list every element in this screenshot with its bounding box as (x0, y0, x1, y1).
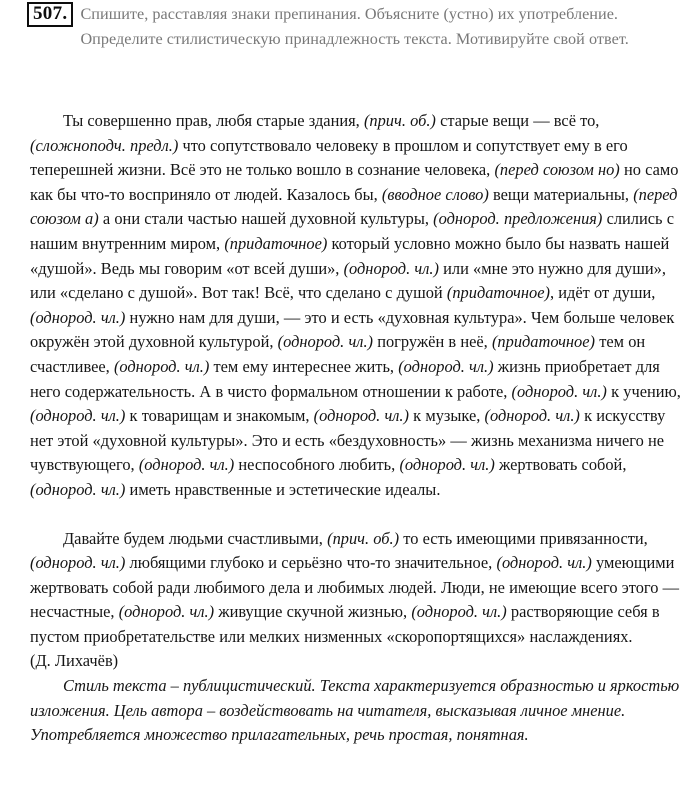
grammar-gloss: (однород. чл.) (496, 553, 592, 573)
grammar-gloss: (перед союзом а) (30, 184, 678, 229)
grammar-gloss: (однород. чл.) (30, 553, 126, 573)
grammar-gloss: (однород. чл.) (138, 455, 235, 475)
grammar-gloss: (вводное слово) (381, 184, 489, 204)
grammar-gloss: (однород. чл.) (30, 307, 126, 327)
grammar-gloss: (придаточное) (446, 283, 550, 303)
grammar-gloss: (однород. предложения) (433, 209, 603, 229)
paragraph-1: Ты совершенно прав, любя старые здания, (прич. об.) старые вещи — всё то, (сложноподч. предл.) что сопутствовало человеку в прошлом и сопутствует ему в его теперешней жизни. Всё это не только вошло в сознание человека, (перед союзом но) но само как бы что-то восприняло от людей. Казалось бы, (вводное слово) вещи материальны, (перед союзом а) а они стали частью нашей духовной культуры, (однород. предложения) слились с нашим внутренним миром, (придаточное) который условно можно было бы назвать нашей «душой». Ведь мы говорим «от всей души», (однород. чл.) или «мне это нужно для души», или «сделано с душой». Вот так! Всё, что сделано с душой (придаточное), идёт от души, (однород. чл.) нужно нам для души, — это и есть «духовная культура». Чем больше человек окружён этой духовной культурой, (однород. чл.) погружён в неё, (придаточное) тем он счастливее, (однород. чл.) тем ему интереснее жить, (однород. чл.) жизнь приобретает для него содержательность. А в чисто формальном отношении к работе, (однород. чл.) к учению, (однород. чл.) к товарищам и знакомым, (однород. чл.) к музыке, (однород. чл.) к искусству нет этой «духовной культуры». Это и есть «бездуховность» — жизнь механизма ничего не чувствующего, (однород. чл.) неспособного любить, (однород. чл.) жертвовать собой, (однород. чл.) иметь нравственные и эстетические идеалы. (30, 111, 681, 499)
grammar-gloss: (перед союзом но) (494, 160, 620, 180)
exercise-number-box: 507. (27, 2, 73, 27)
exercise-body (30, 63, 681, 748)
grammar-gloss: (однород. чл.) (484, 406, 580, 426)
grammar-gloss: (однород. чл.) (398, 356, 494, 376)
grammar-gloss: (сложноподч. предл.) (30, 135, 179, 155)
grammar-gloss: (однород. чл.) (511, 381, 607, 401)
grammar-gloss: (придаточное) (224, 233, 328, 253)
grammar-gloss: (однород. чл.) (343, 258, 439, 278)
grammar-gloss: (прич. об.) (363, 111, 436, 130)
grammar-gloss: (однород. чл.) (313, 406, 409, 426)
task-instruction: Спишите, расставляя знаки препинания. Объясните (устно) их употребление. Определите стилистическую принадлежность текста. Мотивируйте свой ответ. (80, 5, 629, 48)
grammar-gloss: (прич. об.) (327, 528, 400, 548)
grammar-gloss: (однород. чл.) (113, 356, 210, 376)
source-attribution: (Д. Лихачёв) (30, 651, 119, 671)
style-analysis: Стиль текста – публицистический. Текста характеризуется образностью и яркостью изложения. Цель автора – воздействовать на читателя, высказывая личное мнение. Употребляется множество прилагательных, речь простая, понятная. (30, 676, 680, 745)
grammar-gloss: (однород. чл.) (30, 406, 126, 426)
grammar-gloss: (однород. чл.) (399, 455, 495, 475)
grammar-gloss: (придаточное) (491, 332, 595, 352)
grammar-gloss: (однород. чл.) (411, 602, 507, 622)
paragraph-2: Давайте будем людьми счастливыми, (прич. об.) то есть имеющими привязанности, (однород. чл.) любящими глубоко и серьёзно что-то значительное, (однород. чл.) умеющими жертвовать собой ради любимого дела и любимых людей. Люди, не имеющие всего этого — несчастные, (однород. чл.) живущие скучной жизнью, (однород. чл.) растворяющие себя в пустом приобретательстве или мелких низменных «скоропортящихся» наслаждениях. (30, 528, 680, 646)
grammar-gloss: (однород. чл.) (118, 602, 215, 622)
grammar-gloss: (однород. чл.) (30, 479, 126, 499)
grammar-gloss: (однород. чл.) (277, 332, 373, 352)
task-header (27, 2, 682, 51)
